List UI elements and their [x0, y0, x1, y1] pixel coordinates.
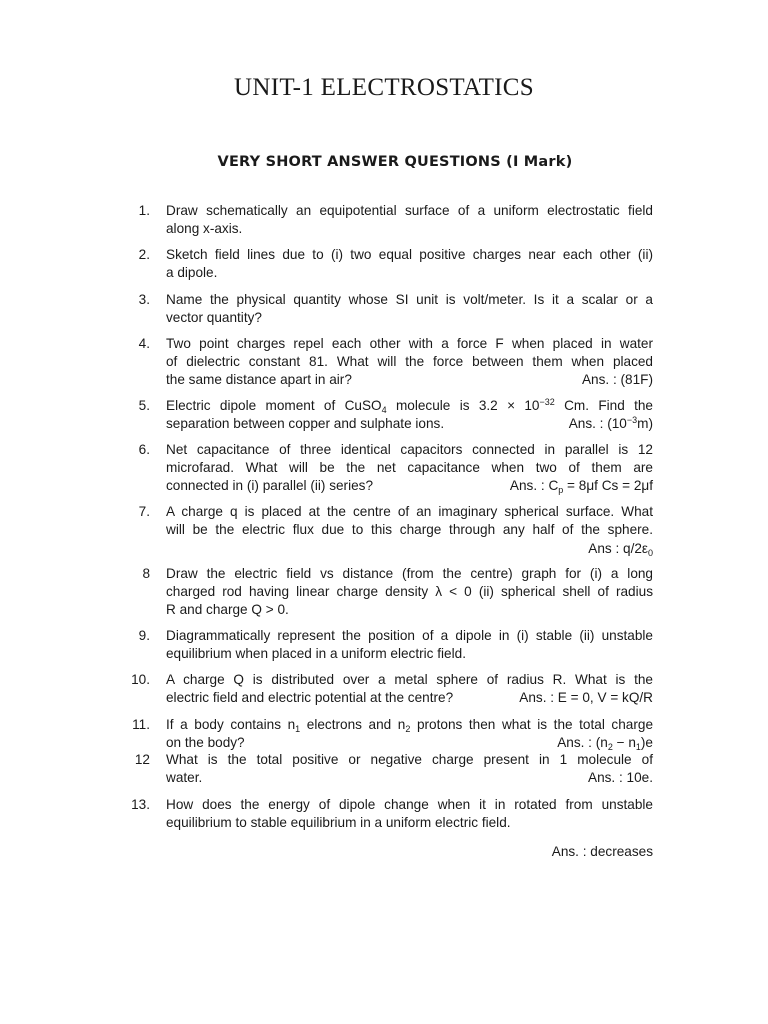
answer-text [510, 477, 653, 495]
question-text-line: Sketch field lines due to (i) two equal positive charges near each other (ii) [166, 247, 653, 262]
question-text-line: along x-axis. [166, 221, 243, 236]
superscript: −3 [626, 415, 638, 425]
question-text-line: equilibrium when placed in a uniform electric field. [166, 646, 466, 661]
question-text-line: of dielectric constant 81. What will the force between them when placed [166, 354, 653, 369]
question-text-line: A charge Q is distributed over a metal sphere of radius R. What is the [166, 672, 653, 687]
question-number: 9. [138, 628, 150, 643]
question-text-line: water. [166, 770, 203, 785]
question-text-line: separation between copper and sulphate ions. [166, 416, 445, 431]
answer-segment: Ans. : (n [557, 735, 608, 750]
question-text-line: connected in (i) parallel (ii) series? [166, 478, 374, 493]
subscript: 2 [607, 742, 613, 752]
question-number: 13. [131, 797, 150, 812]
subscript: 1 [635, 742, 641, 752]
question-number: 10. [131, 672, 150, 687]
superscript: −32 [539, 397, 555, 407]
question-text-line: Draw the electric field vs distance (from the centre) graph for (i) a long [166, 566, 653, 581]
question-text-segment: electrons and n [300, 717, 406, 732]
question-text-line: on the body? [166, 735, 245, 750]
subscript: 1 [295, 724, 301, 734]
answer-text: Ans. : 10e. [588, 770, 653, 785]
question-text-line: Draw schematically an equipotential surface of a uniform electrostatic field [166, 203, 653, 218]
question-text-line: Net capacitance of three identical capacitors connected in parallel is 12 [166, 442, 653, 457]
question-text-line [166, 716, 653, 734]
question-number: 2. [138, 247, 150, 262]
question-number: 5. [138, 398, 150, 413]
question-text-line: microfarad. What will be the net capacitance when two of them are [166, 460, 653, 475]
subscript: p [558, 485, 564, 495]
question-text-line: will be the electric flux due to this charge through any half of the sphere. [166, 522, 653, 537]
section-heading: VERY SHORT ANSWER QUESTIONS (I Mark) [217, 154, 573, 170]
question-text-line: How does the energy of dipole change when it in rotated from unstable [166, 797, 653, 812]
answer-text: Ans. : E = 0, V = kQ/R [519, 690, 653, 705]
question-number: 12 [134, 752, 150, 767]
page-title: UNIT-1 ELECTROSTATICS [234, 74, 534, 101]
question-text-line: charged rod having linear charge density λ < 0 (ii) spherical shell of radius [166, 584, 653, 599]
subscript: 2 [405, 724, 411, 734]
answer-segment: Ans : q/2ε [588, 541, 648, 556]
question-text-line: the same distance apart in air? [166, 372, 352, 387]
question-text-line: electric field and electric potential at the centre? [166, 690, 454, 705]
question-text-line: Two point charges repel each other with a force F when placed in water [166, 336, 653, 351]
answer-text: Ans. : decreases [551, 844, 653, 859]
question-text-line: vector quantity? [166, 310, 262, 325]
question-text-line [166, 397, 653, 415]
question-number: 1. [138, 203, 150, 218]
question-text-line: A charge q is placed at the centre of an imaginary spherical surface. What [166, 504, 653, 519]
question-number: 8 [142, 566, 150, 581]
question-text-line: Diagrammatically represent the position of a dipole in (i) stable (ii) unstable [166, 628, 653, 643]
question-number: 3. [138, 292, 150, 307]
answer-segment: C [544, 478, 559, 493]
subscript: 4 [381, 405, 387, 415]
question-text-line: R and charge Q > 0. [166, 602, 289, 617]
answer-text: Ans. : (81F) [581, 372, 653, 387]
question-text-segment: Electric dipole moment of CuSO [166, 398, 382, 413]
answer-segment: − n [612, 735, 636, 750]
question-number: 4. [138, 336, 150, 351]
question-text-line: What is the total positive or negative charge present in 1 molecule of [166, 752, 653, 767]
answer-text [557, 734, 653, 752]
answer-segment: )e [640, 735, 653, 750]
question-text-segment: If a body contains n [166, 717, 296, 732]
question-text-line: equilibrium to stable equilibrium in a uniform electric field. [166, 815, 511, 830]
question-text-segment: Cm. Find the [554, 398, 653, 413]
question-number: 11. [132, 717, 150, 732]
question-text-line: Name the physical quantity whose SI unit is volt/meter. Is it a scalar or a [166, 292, 653, 307]
question-number: 7. [138, 504, 150, 519]
question-text-line: a dipole. [166, 265, 218, 280]
question-text-segment: molecule is 3.2 × 10 [386, 398, 540, 413]
answer-segment: Ans. : [509, 478, 545, 493]
answer-text [588, 540, 653, 558]
answer-segment: m) [637, 416, 653, 431]
answer-segment: = 8μf Cs = 2μf [563, 478, 653, 493]
question-text-segment: protons then what is the total charge [410, 717, 654, 732]
answer-text [569, 415, 653, 433]
subscript: 0 [647, 548, 653, 558]
question-number: 6. [138, 442, 150, 457]
answer-segment: Ans. : (10 [568, 416, 627, 431]
